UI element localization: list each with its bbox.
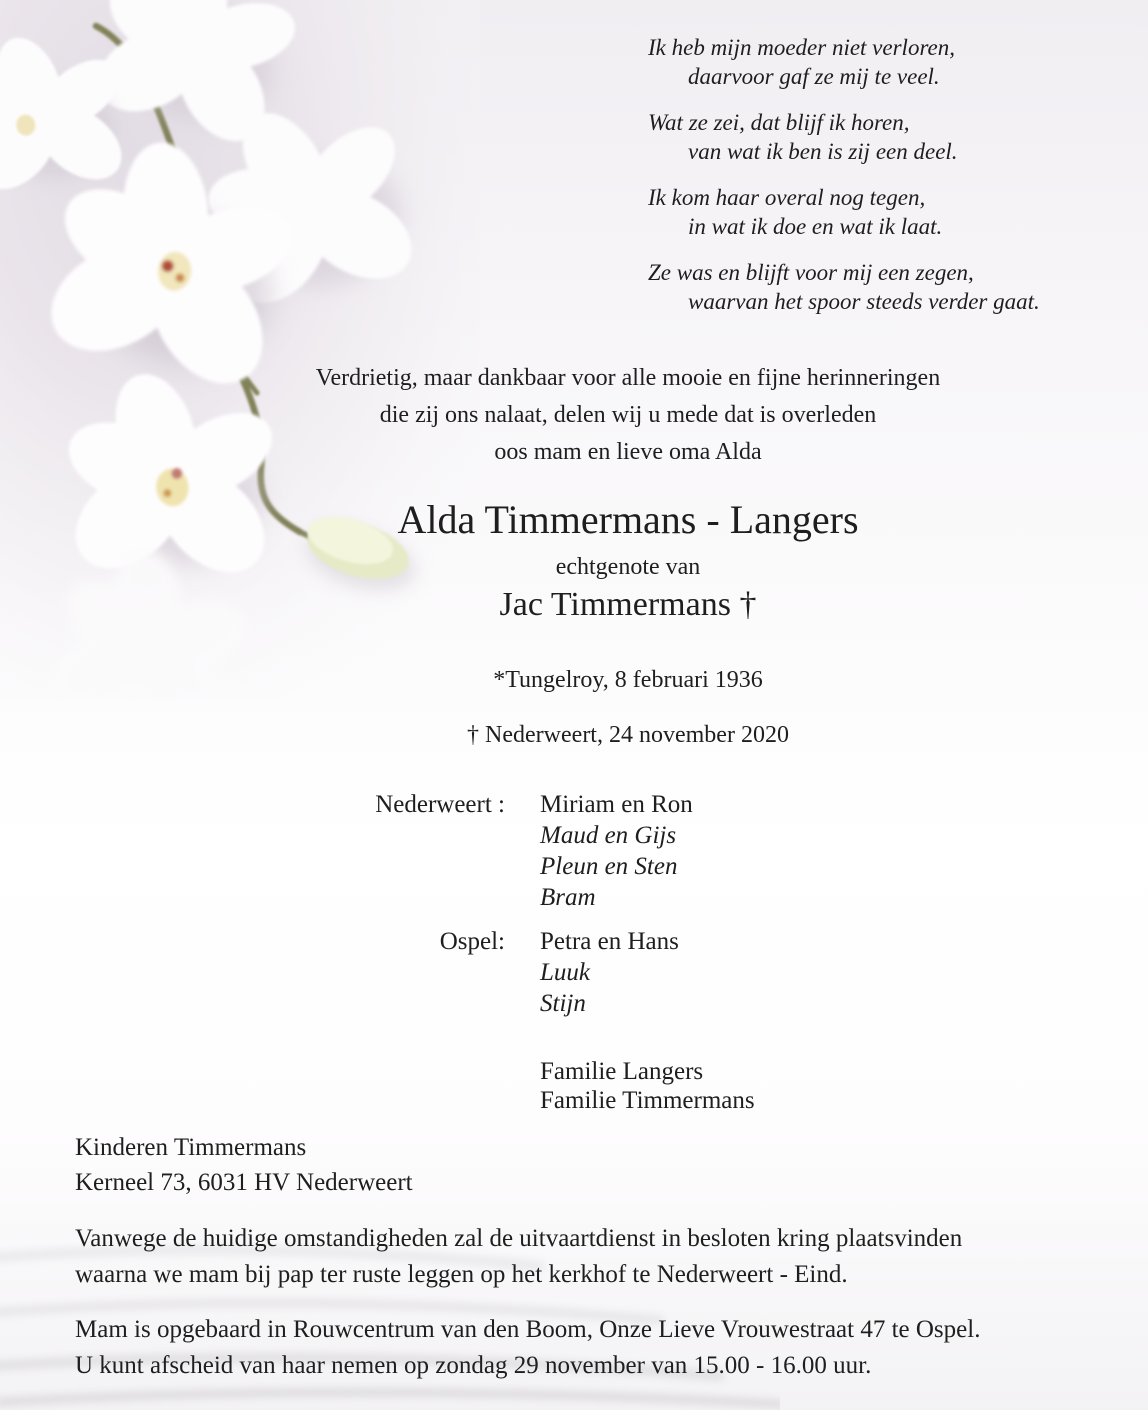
family-place: Ospel:	[439, 928, 505, 955]
correspondence-line: Kerneel 73, 6031 HV Nederweert	[75, 1169, 413, 1196]
poem-line: Ik heb mijn moeder niet verloren,	[648, 35, 955, 60]
service-line: waarna we mam bij pap ter ruste leggen op het kerkhof te Nederweert - Eind.	[75, 1261, 848, 1288]
family-names	[540, 1057, 755, 1115]
memorial-poem	[648, 33, 1040, 333]
family-name-line: Familie Timmermans	[540, 1087, 755, 1114]
announcement-line: Verdrietig, maar dankbaar voor alle mooie en fijne herinneringen	[315, 365, 941, 391]
family-place: Nederweert :	[375, 791, 505, 818]
poem-line: van wat ik ben is zij een deel.	[688, 139, 958, 164]
correspondence-line: Kinderen Timmermans	[75, 1134, 307, 1161]
family-member: Pleun en Sten	[540, 853, 678, 880]
visitation-line: Mam is opgebaard in Rouwcentrum van den Boom, Onze Lieve Vrouwestraat 47 te Ospel.	[75, 1316, 981, 1343]
service-paragraph	[75, 1221, 962, 1293]
death-date: † Nederweert, 24 november 2020	[467, 722, 789, 748]
family-name-line: Familie Langers	[540, 1058, 704, 1085]
deceased-name: Alda Timmermans - Langers	[397, 497, 859, 542]
family-member: Maud en Gijs	[540, 822, 677, 849]
family-member: Stijn	[540, 990, 586, 1017]
spouse-name: Jac Timmermans †	[499, 586, 757, 623]
poem-line: Ik kom haar overal nog tegen,	[648, 185, 926, 210]
family-members	[540, 789, 693, 913]
birth-date: *Tungelroy, 8 februari 1936	[493, 667, 763, 693]
family-group	[150, 926, 693, 1019]
family-members	[540, 926, 679, 1019]
correspondence-address	[75, 1130, 413, 1200]
announcement-text	[150, 360, 1106, 471]
family-member: Petra en Hans	[540, 928, 679, 955]
poem-line: Wat ze zei, dat blijf ik horen,	[648, 110, 910, 135]
family-member: Bram	[540, 884, 596, 911]
poem-line: in wat ik doe en wat ik laat.	[688, 214, 943, 239]
family-member: Luuk	[540, 959, 590, 986]
family-member: Miriam en Ron	[540, 791, 693, 818]
poem-line: Ze was en blijft voor mij een zegen,	[648, 260, 974, 285]
announcement-line: oos mam en lieve oma Alda	[494, 439, 762, 465]
announcement-line: die zij ons nalaat, delen wij u mede dat is overleden	[379, 402, 877, 428]
visitation-paragraph	[75, 1312, 980, 1384]
service-line: Vanwege de huidige omstandigheden zal de uitvaartdienst in besloten kring plaatsvinden	[75, 1225, 963, 1252]
visitation-line: U kunt afscheid van haar nemen op zondag 29 november van 15.00 - 16.00 uur.	[75, 1352, 872, 1379]
poem-line: daarvoor gaf ze mij te veel.	[688, 64, 940, 89]
poem-line: waarvan het spoor steeds verder gaat.	[688, 289, 1040, 314]
family-group	[150, 789, 693, 913]
relation-label: echtgenote van	[555, 554, 701, 580]
family-list	[150, 789, 693, 1019]
